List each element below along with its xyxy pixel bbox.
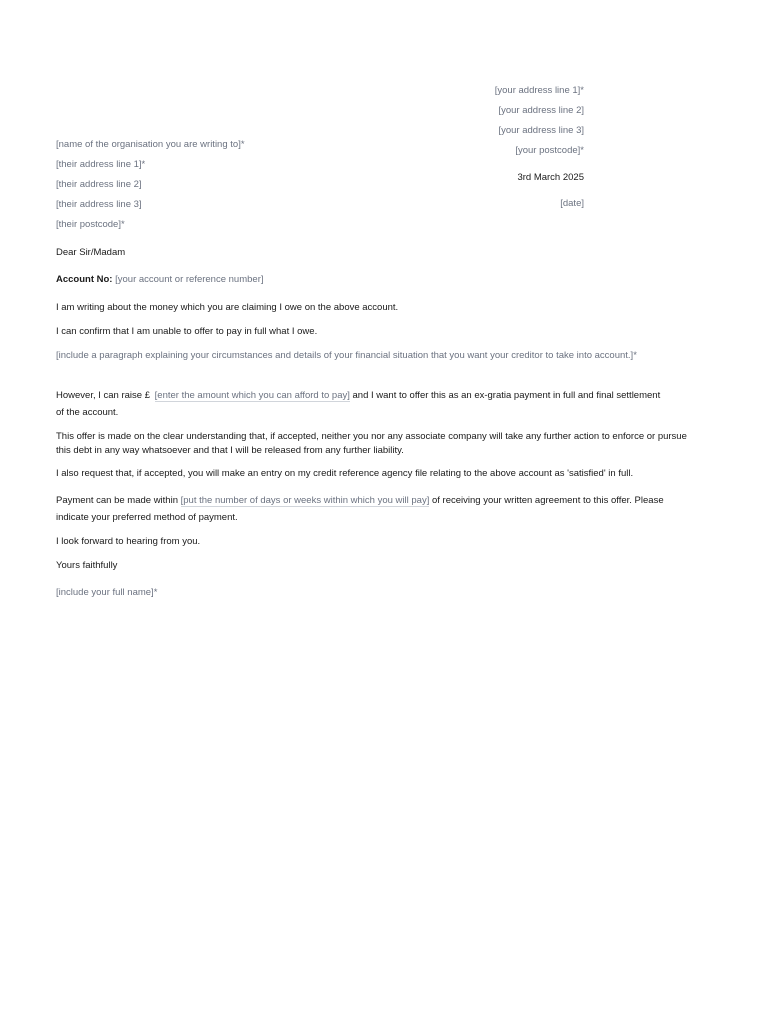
recipient-address-line-2[interactable]: [their address line 2] xyxy=(56,179,142,190)
payment-period-field[interactable]: [put the number of days or weeks within which you will pay] xyxy=(180,495,430,506)
paragraph-credit-reference: I also request that, if accepted, you will make an entry on my credit reference agency file relating to the above account as 'satisfied' in full. xyxy=(56,468,634,479)
closing: Yours faithfully xyxy=(56,560,118,571)
paragraph-payment xyxy=(56,494,696,507)
recipient-address-line-3[interactable]: [their address line 3] xyxy=(56,199,142,210)
paragraph-offer xyxy=(56,389,696,402)
paragraph-look-forward: I look forward to hearing from you. xyxy=(56,536,201,547)
paragraph-understanding: This offer is made on the clear understanding that, if accepted, neither you nor any associate company will take any further action to enforce or pursue this debt in any way whatsoever and that I will be released from any further liability. xyxy=(56,431,687,456)
sender-address-line-1[interactable]: [your address line 1]* xyxy=(494,85,584,96)
recipient-address-block xyxy=(56,138,245,238)
recipient-postcode[interactable]: [their postcode]* xyxy=(56,219,125,230)
payment-text-after: of receiving your written agreement to this offer. Please xyxy=(429,495,664,506)
paragraph-unable-to-pay: I can confirm that I am unable to offer to pay in full what I owe. xyxy=(56,326,318,337)
paragraph-offer-line-2: of the account. xyxy=(56,407,119,418)
full-name-field[interactable]: [include your full name]* xyxy=(56,587,158,598)
recipient-organisation[interactable]: [name of the organisation you are writing to]* xyxy=(56,139,245,150)
paragraph-payment-line-2: indicate your preferred method of payment. xyxy=(56,512,238,523)
paragraph-claim: I am writing about the money which you are claiming I owe on the above account. xyxy=(56,302,399,313)
offer-text-after: and I want to offer this as an ex-gratia payment in full and final settlement xyxy=(349,390,661,401)
sender-address-line-2[interactable]: [your address line 2] xyxy=(498,105,584,116)
sender-address-block xyxy=(495,84,584,217)
circumstances-field[interactable]: [include a paragraph explaining your circumstances and details of your financial situation that you want your creditor to take into account.]* xyxy=(56,350,637,361)
account-line xyxy=(56,273,696,286)
amount-field[interactable]: [enter the amount which you can afford to pay] xyxy=(154,390,350,401)
recipient-address-line-1[interactable]: [their address line 1]* xyxy=(56,159,146,170)
salutation: Dear Sir/Madam xyxy=(56,247,126,258)
account-label: Account No: xyxy=(56,274,113,285)
letter-date: 3rd March 2025 xyxy=(517,172,584,183)
payment-text-before: Payment can be made within xyxy=(56,495,181,506)
sender-address-line-3[interactable]: [your address line 3] xyxy=(498,125,584,136)
date-field[interactable]: [date] xyxy=(560,198,584,209)
account-number-field[interactable]: [your account or reference number] xyxy=(115,274,264,285)
sender-postcode[interactable]: [your postcode]* xyxy=(515,145,584,156)
offer-text-before: However, I can raise £ xyxy=(56,390,150,401)
